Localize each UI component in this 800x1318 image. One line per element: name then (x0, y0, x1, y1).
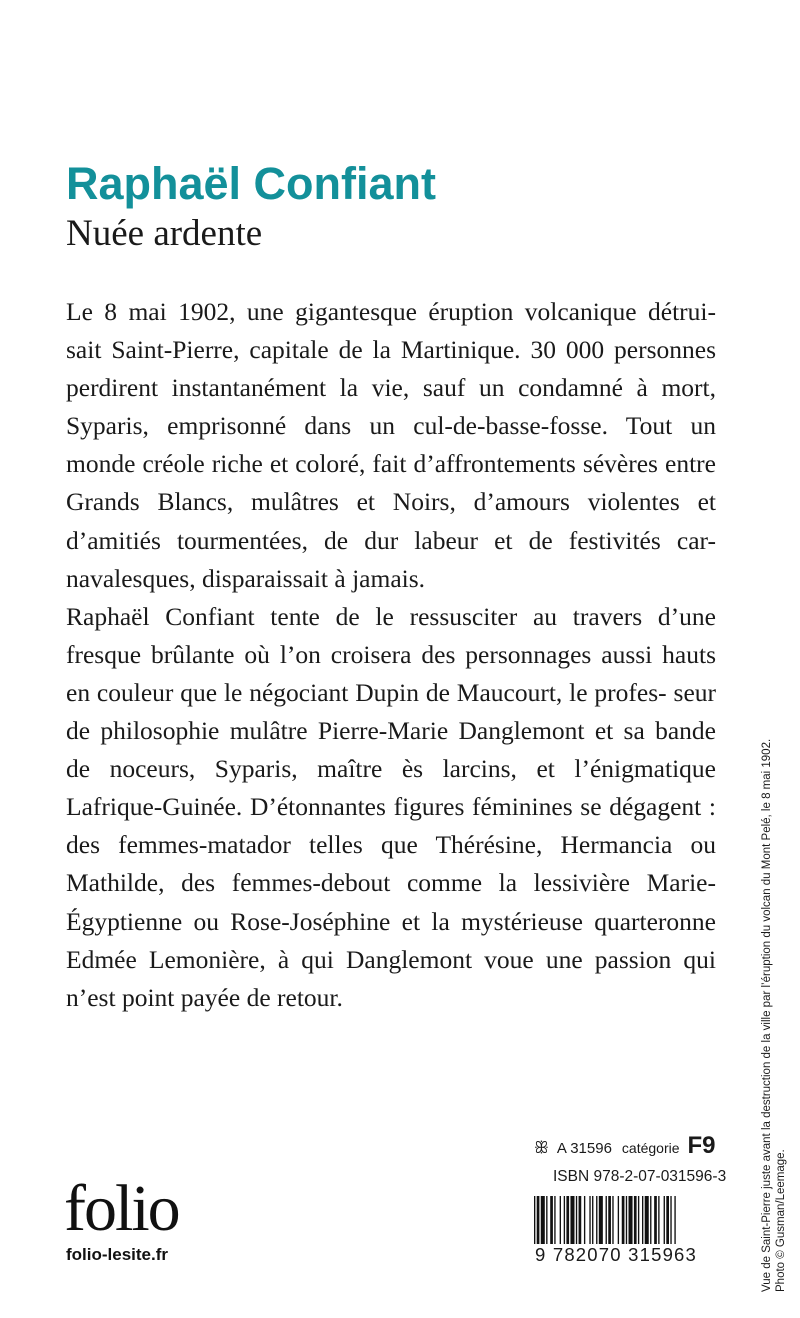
credit-photo: Photo © Gusman/Leemage. (775, 1149, 787, 1292)
credit-caption: Vue de Saint-Pierre juste avant la destruction de la ville par l’éruption du volcan du Mont Pelé, le 8 mai 1902. (761, 738, 773, 1292)
back-cover-blurb (66, 293, 716, 1017)
category-value: F9 (687, 1132, 716, 1159)
blurb-line: Mathilde, des femmes-debout comme la lessivière Marie- (66, 868, 716, 898)
blurb-line: monde créole riche et coloré, fait d’affrontements sévères (66, 449, 658, 479)
blurb-line: entre Grands Blancs, mulâtres et Noirs, d’amours violentes (66, 449, 716, 517)
folio-mark-icon: ꕥ (534, 1140, 549, 1157)
catalog-code: A 31596 (556, 1140, 612, 1157)
catalog-code-row (534, 1132, 716, 1160)
category-label: catégorie (621, 1140, 680, 1156)
blurb-line: fresque brûlante où l’on croisera des personnages aussi hauts (66, 639, 716, 669)
blurb-line: et d’amitiés tourmentées, de dur labeur et de festivités car- (66, 487, 716, 555)
barcode-digits: 9 782070 315963 (535, 1244, 698, 1265)
cover-photo-credit (760, 739, 788, 1292)
blurb-paragraph-1 (66, 293, 716, 598)
publisher-website: folio-lesite.fr (66, 1245, 169, 1264)
book-title: Nuée ardente (66, 213, 263, 254)
blurb-line: navalesques, disparaissait à jamais. (66, 563, 426, 593)
blurb-line: n’est point payée de retour. (66, 982, 343, 1012)
blurb-paragraph-2 (66, 598, 716, 1017)
blurb-line: Raphaël Confiant tente de le ressusciter au travers d’une (66, 601, 716, 631)
blurb-line: Syparis, emprisonné dans un cul-de-basse-fosse. Tout un (66, 411, 716, 441)
blurb-line: des femmes-matador telles que Thérésine, Hermancia ou (66, 830, 716, 860)
blurb-line: seur de philosophie mulâtre Pierre-Marie Danglemont et sa (66, 677, 717, 746)
publisher-logo: folio (64, 1172, 179, 1245)
blurb-line: Lafrique-Guinée. D’étonnantes figures féminines se dégagent : (66, 792, 716, 822)
author-name: Raphaël Confiant (66, 158, 437, 209)
blurb-line: sait Saint-Pierre, capitale de la Martinique. 30 000 personnes (66, 335, 716, 365)
blurb-line: bande de noceurs, Syparis, maître ès larcins, et l’énigmatique (66, 716, 716, 784)
blurb-line: Le 8 mai 1902, une gigantesque éruption volcanique détrui- (66, 297, 716, 326)
blurb-line: Edmée Lemonière, à qui Danglemont voue une passion qui (66, 944, 716, 974)
isbn: ISBN 978-2-07-031596-3 (553, 1168, 727, 1185)
blurb-line: perdirent instantanément la vie, sauf un condamné à mort, (66, 373, 716, 403)
blurb-line: Égyptienne ou Rose-Joséphine et la mystérieuse quarteronne (66, 906, 716, 936)
blurb-line: en couleur que le négociant Dupin de Maucourt, le profes- (66, 677, 667, 707)
